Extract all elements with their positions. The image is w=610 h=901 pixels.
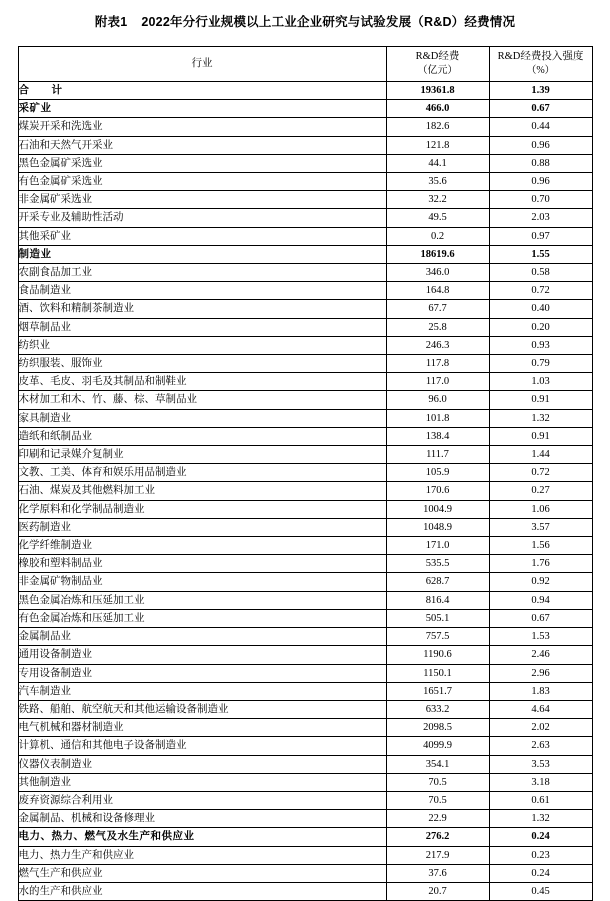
cell-intensity: 0.67: [489, 609, 592, 627]
cell-industry: 水的生产和供应业: [18, 882, 386, 900]
cell-expenditure: 0.2: [386, 227, 489, 245]
cell-intensity: 2.03: [489, 209, 592, 227]
cell-industry: 金属制品业: [18, 628, 386, 646]
cell-intensity: 1.32: [489, 810, 592, 828]
cell-intensity: 2.96: [489, 664, 592, 682]
cell-expenditure: 633.2: [386, 700, 489, 718]
cell-expenditure: 19361.8: [386, 82, 489, 100]
cell-intensity: 0.96: [489, 136, 592, 154]
cell-intensity: 1.83: [489, 682, 592, 700]
cell-expenditure: 25.8: [386, 318, 489, 336]
cell-expenditure: 2098.5: [386, 719, 489, 737]
cell-expenditure: 70.5: [386, 791, 489, 809]
column-header-industry: 行业: [18, 47, 386, 82]
table-row: [18, 300, 592, 318]
cell-industry: 金属制品、机械和设备修理业: [18, 810, 386, 828]
cell-intensity: 0.44: [489, 118, 592, 136]
cell-expenditure: 535.5: [386, 555, 489, 573]
cell-intensity: 0.96: [489, 173, 592, 191]
cell-expenditure: 105.9: [386, 464, 489, 482]
cell-intensity: 0.79: [489, 355, 592, 373]
table-row: [18, 591, 592, 609]
cell-expenditure: 466.0: [386, 100, 489, 118]
cell-industry: 制造业: [18, 245, 386, 263]
cell-intensity: 0.40: [489, 300, 592, 318]
cell-expenditure: 505.1: [386, 609, 489, 627]
cell-industry: 纺织业: [18, 336, 386, 354]
cell-intensity: 0.91: [489, 427, 592, 445]
cell-intensity: 3.53: [489, 755, 592, 773]
table-row: [18, 628, 592, 646]
cell-industry: 黑色金属矿采选业: [18, 154, 386, 172]
cell-expenditure: 346.0: [386, 264, 489, 282]
table-row: [18, 773, 592, 791]
table-row: [18, 173, 592, 191]
table-row: [18, 118, 592, 136]
table-row: [18, 555, 592, 573]
cell-expenditure: 96.0: [386, 391, 489, 409]
cell-expenditure: 121.8: [386, 136, 489, 154]
cell-industry: 燃气生产和供应业: [18, 864, 386, 882]
cell-intensity: 2.02: [489, 719, 592, 737]
table-row: [18, 318, 592, 336]
cell-expenditure: 1048.9: [386, 518, 489, 536]
table-row: [18, 100, 592, 118]
table-header: [18, 47, 592, 82]
cell-industry: 仪器仪表制造业: [18, 755, 386, 773]
cell-industry: 电力、热力、燃气及水生产和供应业: [18, 828, 386, 846]
cell-intensity: 0.61: [489, 791, 592, 809]
table-row: [18, 518, 592, 536]
table-row: [18, 719, 592, 737]
column-header-expenditure-label: R&D经费: [415, 51, 460, 63]
cell-intensity: 0.93: [489, 336, 592, 354]
cell-intensity: 0.67: [489, 100, 592, 118]
cell-intensity: 0.91: [489, 391, 592, 409]
cell-intensity: 0.72: [489, 464, 592, 482]
cell-industry: 废弃资源综合利用业: [18, 791, 386, 809]
cell-industry: 印刷和记录媒介复制业: [18, 446, 386, 464]
cell-expenditure: 70.5: [386, 773, 489, 791]
cell-expenditure: 1651.7: [386, 682, 489, 700]
cell-intensity: 1.53: [489, 628, 592, 646]
cell-industry: 木材加工和木、竹、藤、棕、草制品业: [18, 391, 386, 409]
cell-expenditure: 22.9: [386, 810, 489, 828]
table-row: [18, 682, 592, 700]
cell-intensity: 1.44: [489, 446, 592, 464]
cell-expenditure: 35.6: [386, 173, 489, 191]
cell-intensity: 0.24: [489, 864, 592, 882]
cell-industry: 黑色金属冶炼和压延加工业: [18, 591, 386, 609]
cell-intensity: 0.24: [489, 828, 592, 846]
table-row: [18, 791, 592, 809]
cell-industry: 家具制造业: [18, 409, 386, 427]
cell-expenditure: 276.2: [386, 828, 489, 846]
table-row: [18, 209, 592, 227]
table-row: [18, 409, 592, 427]
document-page: [0, 12, 610, 897]
cell-industry: 医药制造业: [18, 518, 386, 536]
cell-intensity: 1.39: [489, 82, 592, 100]
table-number: 附表1: [94, 15, 128, 29]
cell-industry: 汽车制造业: [18, 682, 386, 700]
cell-industry: 合 计: [18, 82, 386, 100]
cell-intensity: 0.27: [489, 482, 592, 500]
cell-expenditure: 138.4: [386, 427, 489, 445]
cell-intensity: 0.45: [489, 882, 592, 900]
cell-industry: 非金属矿采选业: [18, 191, 386, 209]
cell-expenditure: 354.1: [386, 755, 489, 773]
cell-industry: 食品制造业: [18, 282, 386, 300]
table-body: [18, 82, 592, 901]
cell-intensity: 0.97: [489, 227, 592, 245]
cell-industry: 烟草制品业: [18, 318, 386, 336]
cell-expenditure: 171.0: [386, 537, 489, 555]
table-row: [18, 828, 592, 846]
cell-expenditure: 246.3: [386, 336, 489, 354]
cell-industry: 煤炭开采和洗选业: [18, 118, 386, 136]
cell-intensity: 1.32: [489, 409, 592, 427]
column-header-intensity-unit: （%）: [526, 65, 555, 77]
column-header-intensity: [489, 47, 592, 82]
cell-industry: 计算机、通信和其他电子设备制造业: [18, 737, 386, 755]
table-row: [18, 864, 592, 882]
table-row: [18, 700, 592, 718]
cell-intensity: 1.03: [489, 373, 592, 391]
cell-industry: 采矿业: [18, 100, 386, 118]
cell-intensity: 1.76: [489, 555, 592, 573]
table-row: [18, 846, 592, 864]
table-row: [18, 191, 592, 209]
cell-industry: 电力、热力生产和供应业: [18, 846, 386, 864]
table-row: [18, 609, 592, 627]
table-row: [18, 355, 592, 373]
cell-industry: 其他制造业: [18, 773, 386, 791]
title-text: 2022年分行业规模以上工业企业研究与试验发展（R&D）经费情况: [141, 15, 516, 29]
table-row: [18, 646, 592, 664]
cell-expenditure: 4099.9: [386, 737, 489, 755]
cell-industry: 开采专业及辅助性活动: [18, 209, 386, 227]
cell-industry: 非金属矿物制品业: [18, 573, 386, 591]
cell-industry: 电气机械和器材制造业: [18, 719, 386, 737]
cell-expenditure: 164.8: [386, 282, 489, 300]
table-row: [18, 537, 592, 555]
cell-intensity: 3.57: [489, 518, 592, 536]
cell-expenditure: 37.6: [386, 864, 489, 882]
cell-industry: 铁路、船舶、航空航天和其他运输设备制造业: [18, 700, 386, 718]
table-row: [18, 482, 592, 500]
cell-industry: 皮革、毛皮、羽毛及其制品和制鞋业: [18, 373, 386, 391]
table-row: [18, 227, 592, 245]
table-row: [18, 136, 592, 154]
cell-expenditure: 1150.1: [386, 664, 489, 682]
cell-expenditure: 18619.6: [386, 245, 489, 263]
cell-expenditure: 182.6: [386, 118, 489, 136]
cell-industry: 其他采矿业: [18, 227, 386, 245]
cell-expenditure: 67.7: [386, 300, 489, 318]
cell-expenditure: 101.8: [386, 409, 489, 427]
cell-expenditure: 1004.9: [386, 500, 489, 518]
cell-expenditure: 628.7: [386, 573, 489, 591]
table-row: [18, 737, 592, 755]
table-row: [18, 882, 592, 900]
cell-intensity: 0.70: [489, 191, 592, 209]
table-row: [18, 500, 592, 518]
cell-intensity: 1.55: [489, 245, 592, 263]
table-row: [18, 464, 592, 482]
table-row: [18, 755, 592, 773]
cell-intensity: 0.58: [489, 264, 592, 282]
cell-industry: 有色金属冶炼和压延加工业: [18, 609, 386, 627]
cell-industry: 酒、饮料和精制茶制造业: [18, 300, 386, 318]
column-header-expenditure: [386, 47, 489, 82]
cell-expenditure: 816.4: [386, 591, 489, 609]
cell-intensity: 0.20: [489, 318, 592, 336]
cell-industry: 农副食品加工业: [18, 264, 386, 282]
cell-expenditure: 117.0: [386, 373, 489, 391]
cell-intensity: 0.72: [489, 282, 592, 300]
table-row: [18, 810, 592, 828]
column-header-expenditure-unit: （亿元）: [417, 65, 458, 77]
cell-industry: 化学纤维制造业: [18, 537, 386, 555]
table-row: [18, 282, 592, 300]
cell-intensity: 0.23: [489, 846, 592, 864]
cell-expenditure: 49.5: [386, 209, 489, 227]
table-row: [18, 664, 592, 682]
column-header-intensity-label: R&D经费投入强度: [497, 51, 584, 63]
cell-intensity: 2.46: [489, 646, 592, 664]
table-row: [18, 82, 592, 100]
cell-industry: 文教、工美、体育和娱乐用品制造业: [18, 464, 386, 482]
cell-intensity: 1.06: [489, 500, 592, 518]
table-row: [18, 245, 592, 263]
cell-intensity: 1.56: [489, 537, 592, 555]
cell-industry: 石油、煤炭及其他燃料加工业: [18, 482, 386, 500]
cell-expenditure: 757.5: [386, 628, 489, 646]
rd-expenditure-table: [18, 46, 593, 901]
cell-industry: 专用设备制造业: [18, 664, 386, 682]
header-row: [18, 47, 592, 82]
page-title: [0, 12, 610, 30]
cell-industry: 石油和天然气开采业: [18, 136, 386, 154]
cell-expenditure: 44.1: [386, 154, 489, 172]
cell-intensity: 0.94: [489, 591, 592, 609]
cell-intensity: 4.64: [489, 700, 592, 718]
table-row: [18, 373, 592, 391]
table-row: [18, 264, 592, 282]
cell-intensity: 2.63: [489, 737, 592, 755]
table-row: [18, 427, 592, 445]
cell-expenditure: 32.2: [386, 191, 489, 209]
cell-industry: 造纸和纸制品业: [18, 427, 386, 445]
table-row: [18, 336, 592, 354]
cell-expenditure: 217.9: [386, 846, 489, 864]
cell-expenditure: 1190.6: [386, 646, 489, 664]
cell-industry: 橡胶和塑料制品业: [18, 555, 386, 573]
table-row: [18, 446, 592, 464]
cell-expenditure: 20.7: [386, 882, 489, 900]
cell-intensity: 0.92: [489, 573, 592, 591]
cell-industry: 有色金属矿采选业: [18, 173, 386, 191]
cell-intensity: 3.18: [489, 773, 592, 791]
cell-expenditure: 117.8: [386, 355, 489, 373]
cell-industry: 纺织服装、服饰业: [18, 355, 386, 373]
cell-expenditure: 170.6: [386, 482, 489, 500]
table-row: [18, 154, 592, 172]
cell-industry: 通用设备制造业: [18, 646, 386, 664]
cell-intensity: 0.88: [489, 154, 592, 172]
cell-expenditure: 111.7: [386, 446, 489, 464]
table-row: [18, 391, 592, 409]
cell-industry: 化学原料和化学制品制造业: [18, 500, 386, 518]
table-row: [18, 573, 592, 591]
